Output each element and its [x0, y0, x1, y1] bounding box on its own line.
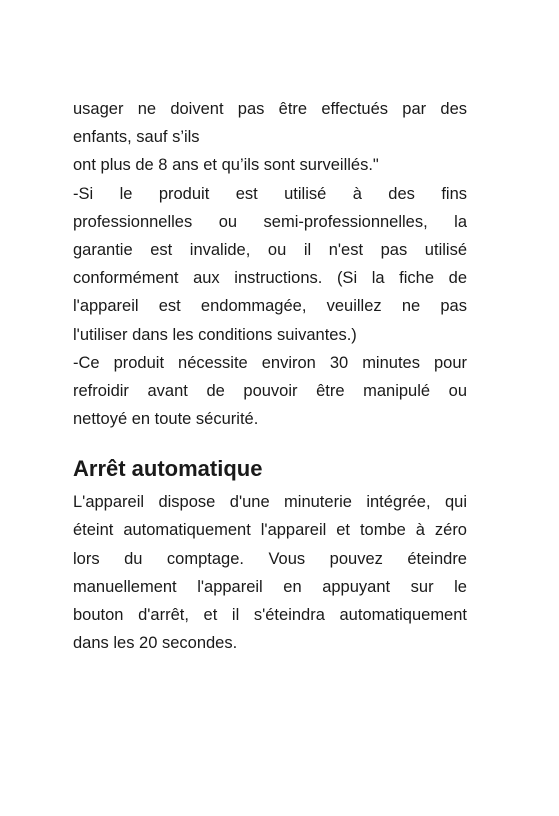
text-line: L'appareil dispose d'une minuterie intégrée, qui — [73, 493, 467, 512]
text-line: usager ne doivent pas être effectués par des — [73, 100, 467, 118]
text-line: conformément aux instructions. (Si la fiche de — [73, 269, 467, 288]
text-line: -Ce produit nécessite environ 30 minutes pour — [73, 353, 467, 372]
text-line: refroidir avant de pouvoir être manipulé ou — [73, 381, 467, 400]
section-heading: Arrêt automatique — [73, 456, 263, 482]
text-line: bouton d'arrêt, et il s'éteindra automatiquement — [73, 606, 467, 624]
text-line: professionnelles ou semi-professionnelles, la — [73, 212, 467, 231]
document-page — [73, 95, 467, 657]
text-line: lors du comptage. Vous pouvez éteindre — [73, 549, 467, 568]
text-line: enfants, sauf s’ils — [73, 128, 200, 147]
text-line: dans les 20 secondes. — [73, 634, 238, 653]
auto-shutoff-paragraph — [73, 488, 467, 657]
text-line: -Si le produit est utilisé à des fins — [73, 184, 467, 203]
text-line: l'appareil est endommagée, veuillez ne pas — [73, 297, 467, 316]
text-line: éteint automatiquement l'appareil et tombe à zéro — [73, 521, 467, 540]
text-line: nettoyé en toute sécurité. — [73, 410, 259, 429]
text-line: garantie est invalide, ou il n'est pas utilisé — [73, 240, 467, 259]
safety-paragraph — [73, 95, 467, 433]
text-line: manuellement l'appareil en appuyant sur le — [73, 577, 467, 596]
text-line: l'utiliser dans les conditions suivantes.) — [73, 325, 357, 344]
text-line: ont plus de 8 ans et qu’ils sont surveillés." — [73, 156, 379, 175]
